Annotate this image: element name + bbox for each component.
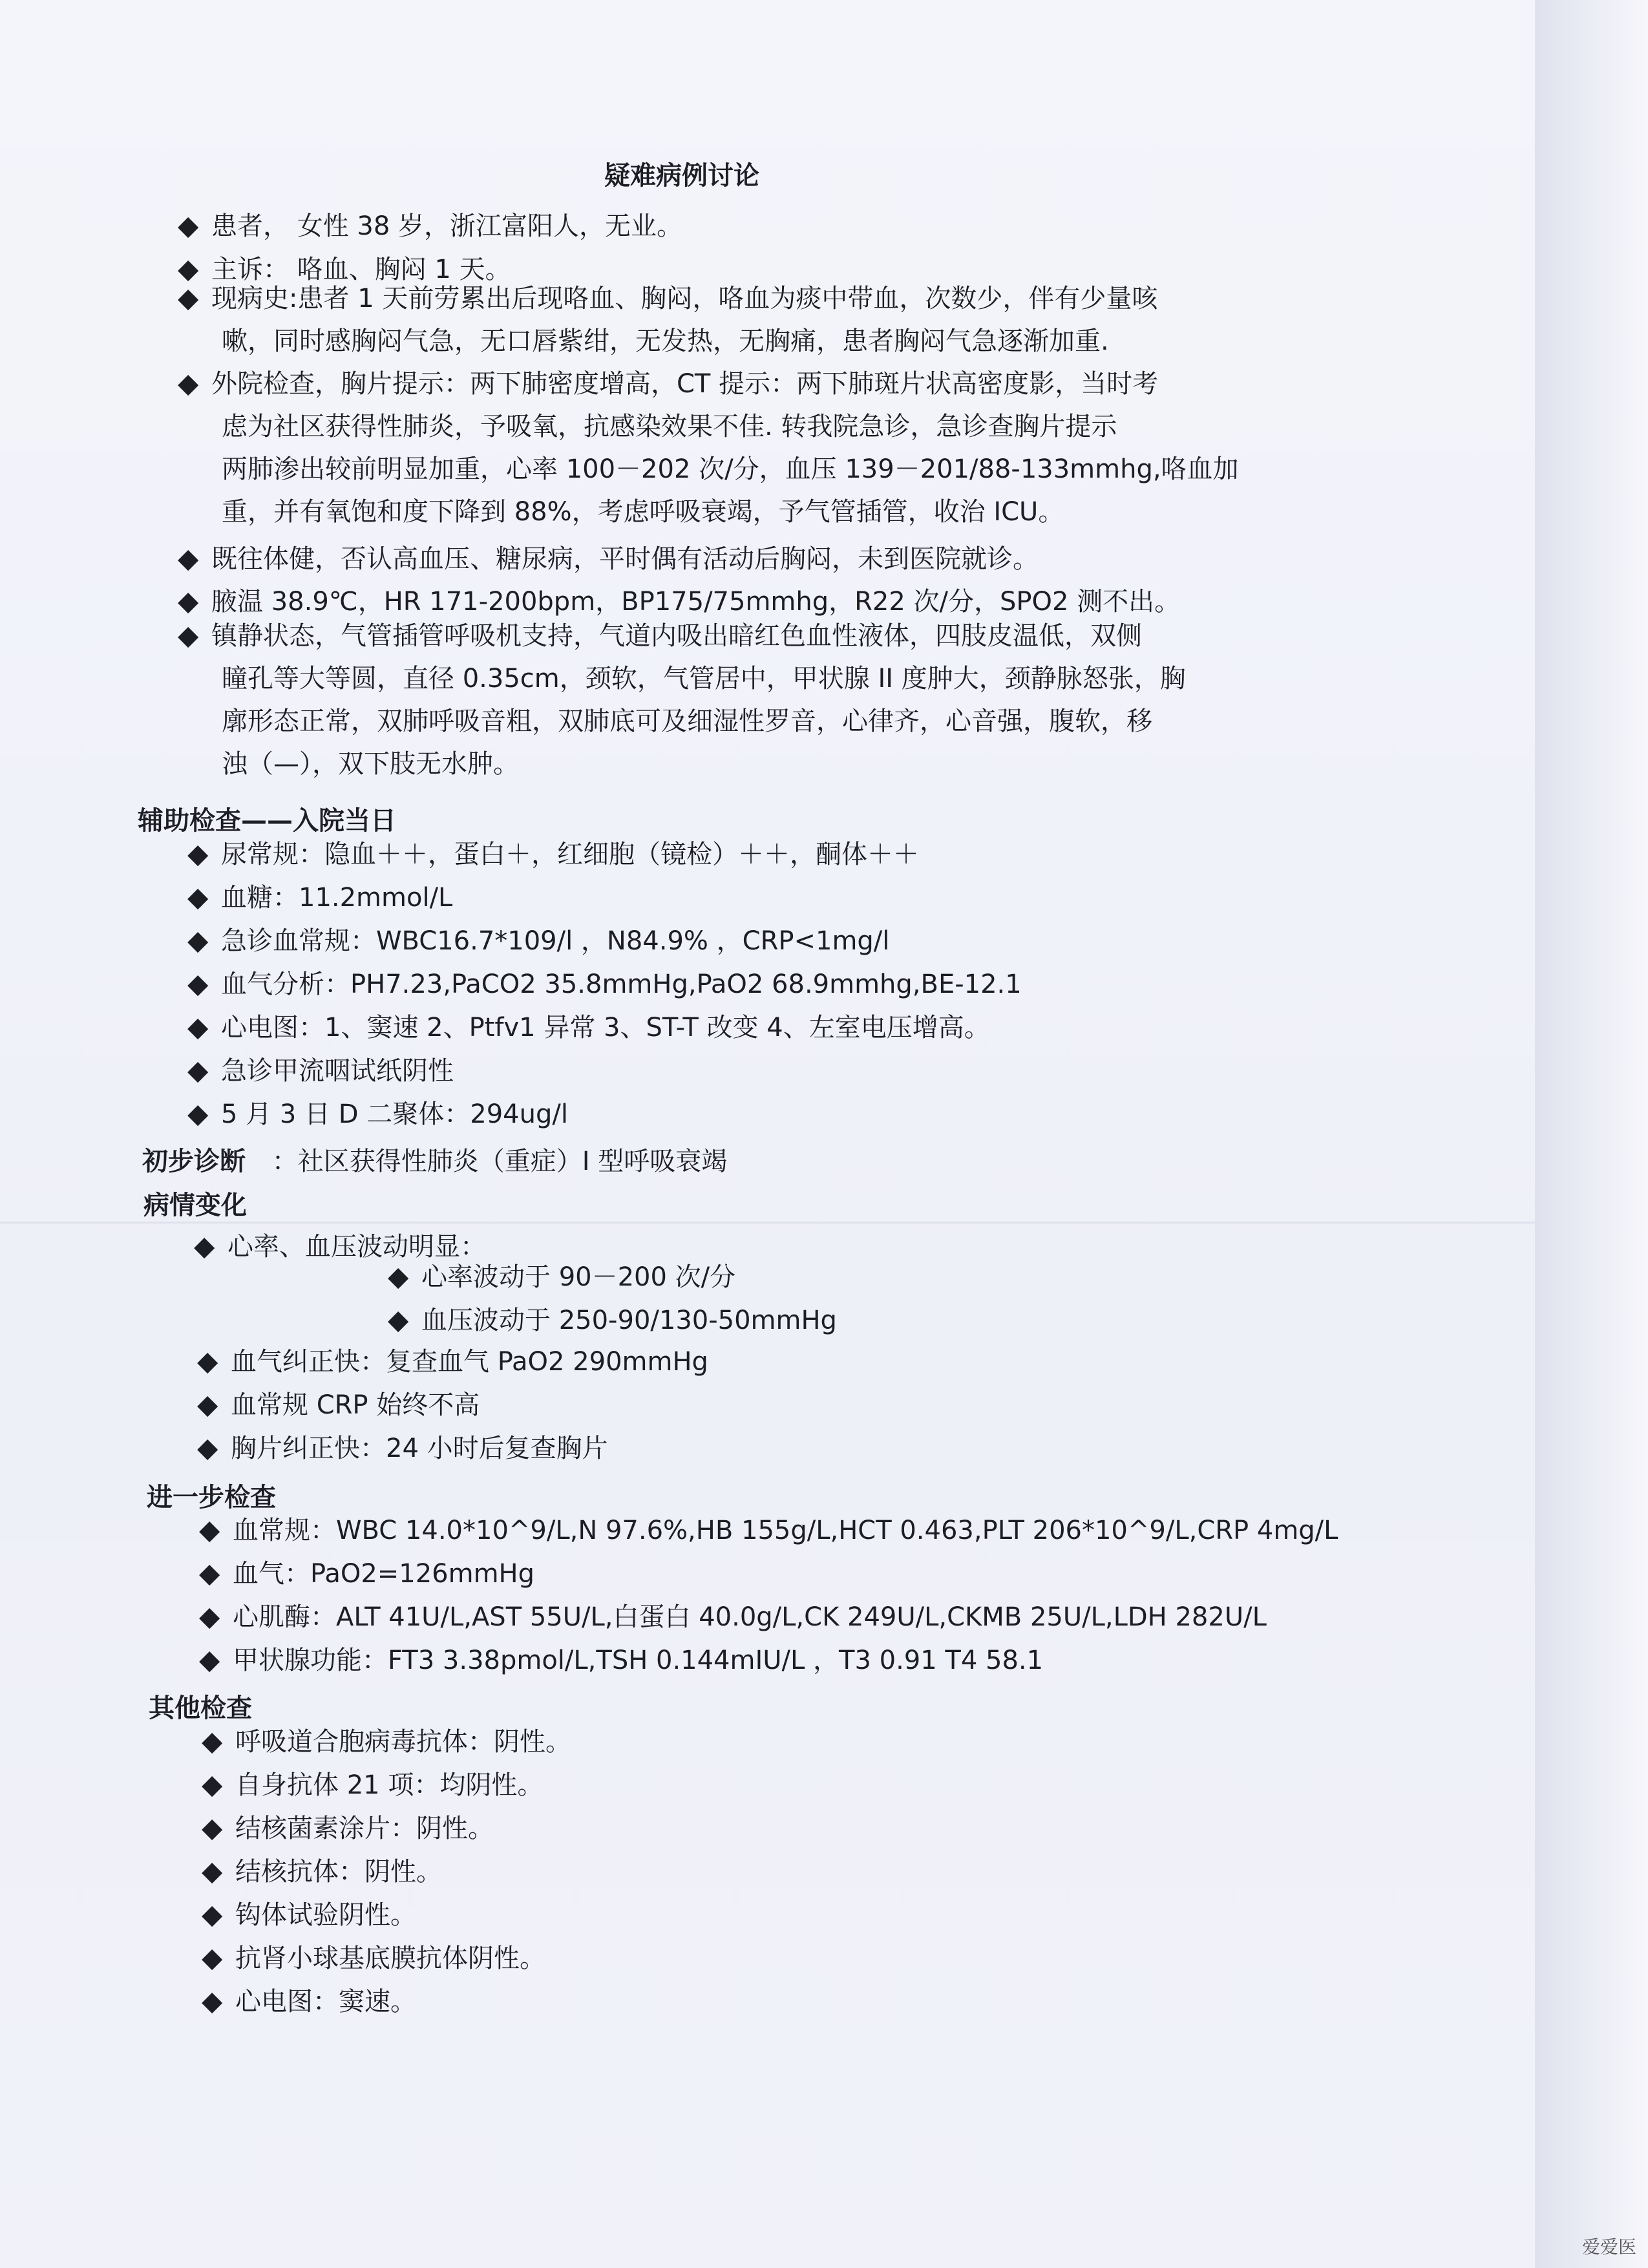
further-list	[199, 1509, 1338, 1682]
list-item: ◆ 结核抗体：阴性。	[202, 1850, 571, 1893]
bullet-icon: ◆	[194, 1230, 215, 1262]
bullet-icon: ◆	[187, 924, 209, 956]
scan-margin	[1535, 0, 1648, 2268]
bullet-icon: ◆	[202, 1855, 223, 1887]
intro-exam-out: ◆ 外院检查，胸片提示：两下肺密度增高，CT 提示：两下肺斑片状高密度影，当时考 虑为社区获得性肺炎，予吸氧，抗感染效果不佳. 转我院急诊，急诊查胸片提示 两肺渗出较前明显加重，心率 100－202 次/分，血压 139－201/88-133mmhg,咯血加 重，并有氧饱和度下降到 88%，考虑呼吸衰竭，予气管插管，收治 ICU。	[178, 362, 1239, 533]
bullet-icon: ◆	[202, 1898, 223, 1930]
bullet-icon: ◆	[199, 1557, 220, 1589]
bullet-icon: ◆	[199, 1600, 220, 1632]
list-item: ◆ 血常规 CRP 始终不高	[197, 1383, 708, 1426]
list-item: ◆ 呼吸道合胞病毒抗体：阴性。	[202, 1720, 571, 1763]
change-heading: 病情变化	[143, 1191, 247, 1220]
list-item: ◆ 胸片纠正快：24 小时后复查胸片	[197, 1426, 708, 1470]
bullet-icon: ◆	[178, 542, 199, 574]
bullet-icon: ◆	[187, 1054, 209, 1086]
further-heading: 进一步检查	[147, 1483, 276, 1512]
list-item: ◆ 血气纠正快：复查血气 PaO2 290mmHg	[197, 1340, 708, 1383]
list-item: ◆ 钩体试验阴性。	[202, 1893, 571, 1936]
list-item: ◆ 心肌酶：ALT 41U/L,AST 55U/L,白蛋白 40.0g/L,CK 249U/L,CKMB 25U/L,LDH 282U/L	[199, 1595, 1338, 1638]
list-item: ◆ 血气：PaO2=126mmHg	[199, 1552, 1338, 1595]
bullet-icon: ◆	[199, 1514, 220, 1545]
bullet-icon: ◆	[178, 282, 199, 313]
bullet-icon: ◆	[187, 838, 209, 869]
list-item: ◆ 心电图：窦速。	[202, 1980, 571, 2023]
bullet-icon: ◆	[202, 1725, 223, 1757]
list-item: ◆ 急诊血常规：WBC16.7*109/l ，N84.9% ，CRP<1mg/l	[187, 919, 1022, 962]
bullet-icon: ◆	[178, 585, 199, 617]
bullet-icon: ◆	[178, 209, 199, 241]
list-item: ◆ 血常规：WBC 14.0*10^9/L,N 97.6%,HB 155g/L,HCT 0.463,PLT 206*10^9/L,CRP 4mg/L	[199, 1509, 1338, 1552]
bullet-icon: ◆	[199, 1644, 220, 1675]
paper-fold	[0, 1222, 1535, 1224]
other-list	[202, 1720, 571, 2023]
bullet-icon: ◆	[187, 1011, 209, 1043]
bullet-icon: ◆	[187, 1097, 209, 1129]
list-item: ◆ 心率波动于 90－200 次/分	[388, 1255, 837, 1298]
list-item: ◆ 抗肾小球基底膜抗体阴性。	[202, 1936, 571, 1980]
bullet-icon: ◆	[178, 367, 199, 399]
list-item: ◆ 尿常规：隐血＋＋，蛋白＋，红细胞（镜检）＋＋，酮体＋＋	[187, 832, 1022, 876]
list-item: ◆ 急诊甲流咽试纸阴性	[187, 1049, 1022, 1092]
intro-history: ◆ 现病史:患者 1 天前劳累出后现咯血、胸闷，咯血为痰中带血，次数少，伴有少量咳 嗽，同时感胸闷气急，无口唇紫绀，无发热，无胸痛，患者胸闷气急逐渐加重.	[178, 277, 1157, 363]
intro-complaint: ◆ 主诉： 咯血、胸闷 1 天。	[178, 253, 511, 284]
bullet-icon: ◆	[388, 1260, 409, 1292]
bullet-icon: ◆	[202, 1768, 223, 1800]
intro-past: ◆ 既往体健，否认高血压、糖尿病，平时偶有活动后胸闷，未到医院就诊。	[178, 542, 1039, 574]
bullet-icon: ◆	[187, 968, 209, 999]
list-item: ◆ 血压波动于 250-90/130-50mmHg	[388, 1298, 837, 1342]
list-item: ◆ 心电图：1、窦速 2、Ptfv1 异常 3、ST-T 改变 4、左室电压增高。	[187, 1006, 1022, 1049]
list-item: ◆ 血气分析：PH7.23,PaCO2 35.8mmHg,PaO2 68.9mmhg,BE-12.1	[187, 962, 1022, 1006]
document-title: 疑难病例讨论	[604, 161, 759, 191]
bullet-icon: ◆	[202, 1985, 223, 2017]
diagnosis: 初步诊断 ：社区获得性肺炎（重症）I 型呼吸衰竭	[142, 1147, 728, 1176]
bullet-icon: ◆	[197, 1388, 218, 1420]
watermark: 爱爱医	[1581, 2236, 1636, 2258]
list-item: ◆ 甲状腺功能：FT3 3.38pmol/L,TSH 0.144mIU/L ，T3 0.91 T4 58.1	[199, 1638, 1338, 1682]
bullet-icon: ◆	[197, 1432, 218, 1463]
bullet-icon: ◆	[178, 253, 199, 284]
bullet-icon: ◆	[187, 881, 209, 913]
intro-patient: ◆ 患者， 女性 38 岁，浙江富阳人，无业。	[178, 209, 683, 241]
bullet-icon: ◆	[202, 1812, 223, 1843]
list-item: ◆ 5 月 3 日 D 二聚体：294ug/l	[187, 1092, 1022, 1136]
change-fluct: ◆ 心率、血压波动明显：	[194, 1230, 486, 1262]
other-heading: 其他检查	[149, 1693, 252, 1723]
aux-list	[187, 832, 1022, 1136]
aux-heading: 辅助检查——入院当日	[138, 806, 396, 836]
diagnosis-label: 初步诊断	[142, 1147, 246, 1176]
bullet-icon: ◆	[388, 1304, 409, 1335]
list-item: ◆ 结核菌素涂片：阴性。	[202, 1807, 571, 1850]
change-list	[197, 1340, 708, 1470]
bullet-icon: ◆	[202, 1942, 223, 1973]
change-sub-list	[388, 1255, 837, 1342]
list-item: ◆ 血糖：11.2mmol/L	[187, 876, 1022, 919]
intro-vitals: ◆ 腋温 38.9℃，HR 171-200bpm，BP175/75mmhg，R22 次/分，SPO2 测不出。	[178, 585, 1181, 617]
bullet-icon: ◆	[178, 619, 199, 651]
intro-physical: ◆ 镇静状态，气管插管呼吸机支持，气道内吸出暗红色血性液体，四肢皮温低，双侧 瞳孔等大等圆，直径 0.35cm，颈软，气管居中，甲状腺 II 度肿大，颈静脉怒张，胸 廓形态正常，双肺呼吸音粗，双肺底可及细湿性罗音，心律齐，心音强，腹软，移 浊（—），双下肢无水肿。	[178, 614, 1186, 785]
bullet-icon: ◆	[197, 1345, 218, 1377]
list-item: ◆ 自身抗体 21 项：均阴性。	[202, 1763, 571, 1807]
